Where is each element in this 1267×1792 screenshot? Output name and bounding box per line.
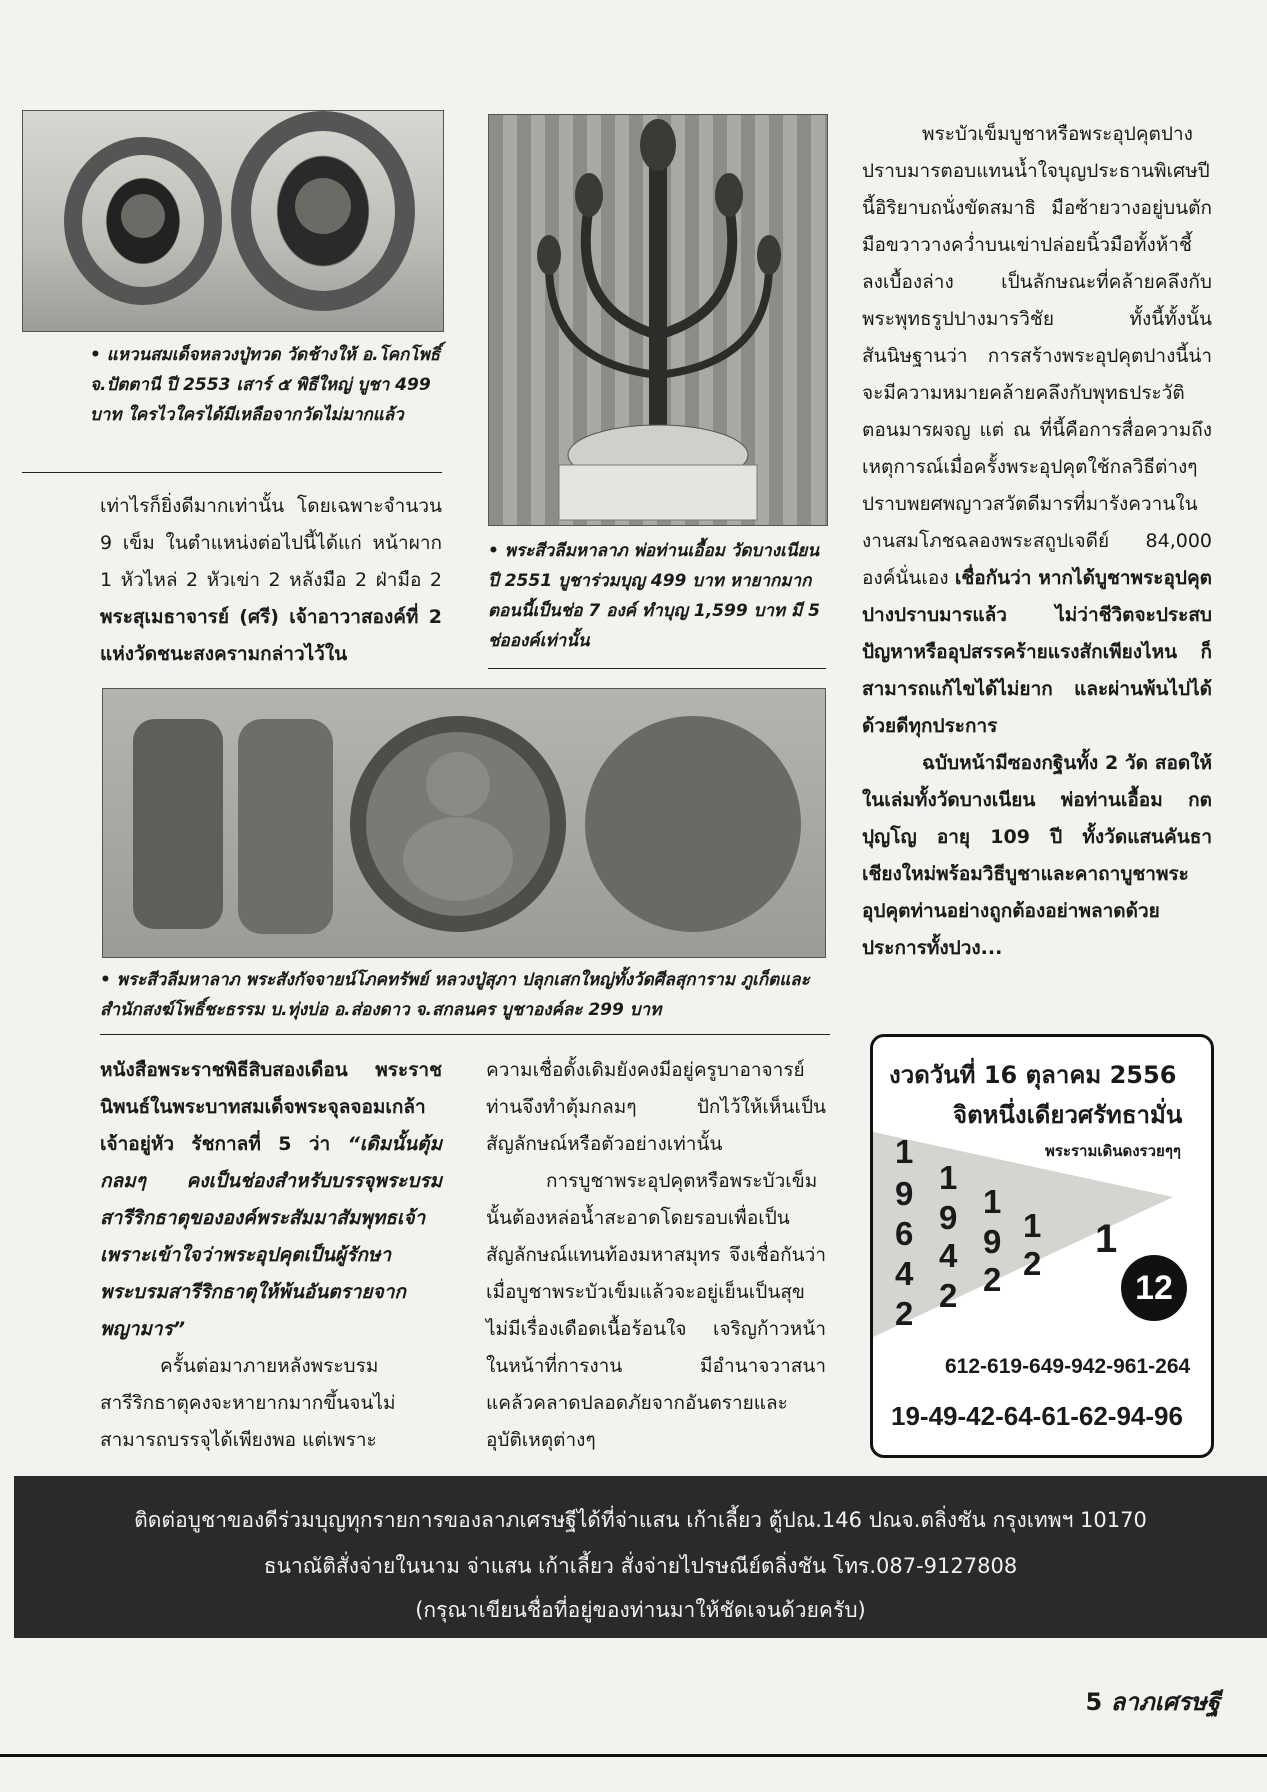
- digit: 2: [1023, 1245, 1042, 1282]
- tree-amulet-illustration: [489, 115, 827, 525]
- digit: 1: [895, 1133, 914, 1170]
- digit: 1: [1023, 1207, 1042, 1244]
- lottery-tagline: พระรามเดินดงรวยๆๆ: [1045, 1142, 1181, 1160]
- left-column-text: [100, 488, 442, 673]
- lottery-numbers-1: 612-619-649-942-961-264: [945, 1355, 1191, 1378]
- lottery-title: งวดวันที่ 16 ตุลาคม 2556: [889, 1061, 1177, 1089]
- lottery-badge-number: 12: [1135, 1269, 1173, 1307]
- middle-paragraph-1: ความเชื่อดั้งเดิมยังคงมีอยู่ครูบาอาจารย์ท่านจึงทำตุ้มกลมๆ ปักไว้ให้เห็นเป็นสัญลักษณ์หรือตัวอย่างเท่านั้น: [486, 1059, 826, 1155]
- digit: 6: [895, 1215, 914, 1252]
- bottom-left-paragraph-2: ครั้นต่อมาภายหลังพระบรมสารีริกธาตุคงจะหายากมากขึ้นจนไม่สามารถบรรจุได้เพียงพอ แต่เพราะ: [100, 1355, 396, 1451]
- amulet-set-caption: • พระสีวลีมหาลาภ พระสังกัจจายน์โภคทรัพย์ หลวงปู่สุภา ปลุกเสกใหญ่ทั้งวัดศีลสุการาม ภูเก็ตและสำนักสงฆ์โพธิ์ชะธรรม บ.ทุ่งบ่อ อ.ส่องดาว จ.สกลนคร บูชาองค์ละ 299 บาท: [100, 970, 810, 1020]
- amulet-set-illustration: [103, 689, 825, 957]
- rule-1: [22, 472, 442, 473]
- magazine-logo: ลาภเศรษฐี: [1110, 1687, 1220, 1716]
- bottom-border: [0, 1754, 1267, 1757]
- lottery-box: [870, 1034, 1214, 1458]
- lottery-numbers-2: 19-49-42-64-61-62-94-96: [891, 1401, 1183, 1431]
- royal-quote: “เดิมนั้นตุ้มกลมๆ คงเป็นช่องสำหรับบรรจุพระบรมสารีริกธาตุขององค์พระสัมมาสัมพุทธเจ้า เพราะเข้าใจว่าพระอุปคุตเป็นผู้รักษาพระบรมสารีริกธาตุให้พ้นอันตรายจากพญามาร”: [100, 1133, 442, 1340]
- bottom-middle-text: [486, 1052, 826, 1459]
- rings-illustration: [23, 111, 443, 331]
- digit: 2: [939, 1277, 958, 1314]
- page-number: 5: [1085, 1688, 1103, 1716]
- rings-photo: [22, 110, 444, 332]
- amulet-set-photo: [102, 688, 826, 958]
- bottom-left-text: [100, 1052, 442, 1459]
- page-footer: [1080, 1682, 1220, 1721]
- contact-line-1: ติดต่อบูชาของดีร่วมบุญทุกรายการของลาภเศรษฐีได้ที่จ่าแสน เก้าเลี้ยว ตู้ปณ.146 ปณจ.ตลิ่งชัน กรุงเทพฯ 10170: [134, 1508, 1147, 1532]
- lottery-badge: [1121, 1255, 1187, 1321]
- rings-caption: • แหวนสมเด็จหลวงปู่ทวด วัดช้างให้ อ.โคกโพธิ์ จ.ปัตตานี ปี 2553 เสาร์ ๕ พิธีใหญ่ บูชา 499 บาท ใครไวใครได้มีเหลือจากวัดไม่มากแล้ว: [90, 345, 441, 425]
- right-paragraph-bold: เชื่อกันว่า หากได้บูชาพระอุปคุตปางปราบมารแล้ว ไม่ว่าชีวิตจะประสบปัญหาหรืออุปสรรคร้ายแรงสักเพียงไหน ก็สามารถแก้ไขได้ไม่ยาก และผ่านพ้นไปได้ด้วยดีทุกประการ: [862, 567, 1212, 737]
- rule-3: [100, 1034, 830, 1035]
- right-paragraph: พระบัวเข็มบูชาหรือพระอุปคุตปางปราบมารตอบแทนน้ำใจบุญประธานพิเศษปีนี้อิริยาบถนั่งขัดสมาธิ มือซ้ายวางอยู่บนตัก มือขวาวางคว่ำบนเข่าปล่อยนิ้วมือทั้งห้าชี้ลงเบื้องล่าง เป็นลักษณะที่คล้ายคลึงกับพระพุทธรูปปางมารวิชัย ทั้งนี้ทั้งนั้นสันนิษฐานว่า การสร้างพระอุปคุตปางนี้น่าจะมีความหมายคล้ายคลึงกับพุทธประวัติตอนมารผจญ แต่ ณ ที่นี้คือการสื่อความถึงเหตุการณ์เมื่อครั้งพระอุปคุตใช้กลวิธีต่างๆ ปราบพยศพญาวสวัตดีมารที่มารังควานในงานสมโภชฉลองพระสถูปเจดีย์ 84,000 องค์นั่นเอง: [862, 123, 1212, 589]
- digit: 2: [895, 1295, 914, 1332]
- digit: 9: [895, 1175, 914, 1212]
- contact-line-3: (กรุณาเขียนชื่อที่อยู่ของท่านมาให้ชัดเจนด้วยครับ): [415, 1598, 866, 1622]
- tree-amulet-caption: • พระสีวลีมหาลาภ พ่อท่านเอื้อม วัดบางเนียน ปี 2551 บูชาร่วมบุญ 499 บาท หายากมากตอนนี้เป็นช่อ 7 องค์ ทำบุญ 1,599 บาท มี 5 ช่อองค์เท่านั้น: [488, 541, 820, 651]
- digit: 4: [939, 1237, 958, 1274]
- middle-paragraph-2: การบูชาพระอุปคุตหรือพระบัวเข็มนั้นต้องหล่อน้ำสะอาดโดยรอบเพื่อเป็นสัญลักษณ์แทนท้องมหาสมุทร จึงเชื่อกันว่า เมื่อบูชาพระบัวเข็มแล้วจะอยู่เย็นเป็นสุข ไม่มีเรื่องเดือดเนื้อร้อนใจ เจริญก้าวหน้าในหน้าที่การงาน มีอำนาจวาสนา แคล้วคลาดปลอดภัยจากอันตรายและอุบัติเหตุต่างๆ: [486, 1170, 826, 1451]
- next-issue-notice: ฉบับหน้ามีซองกฐินทั้ง 2 วัด สอดให้ในเล่มทั้งวัดบางเนียน พ่อท่านเอื้อม กตปุญโญ อายุ 109 ปี ทั้งวัดแสนคันธา เชียงใหม่พร้อมวิธีบูชาและคาถาบูชาพระอุปคุตท่านอย่างถูกต้องอย่าพลาดด้วยประการทั้งปวง...: [862, 752, 1212, 959]
- left-paragraph: เท่าไรก็ยิ่งดีมากเท่านั้น โดยเฉพาะจำนวน 9 เข็ม ในตำแหน่งต่อไปนี้ได้แก่ หน้าผาก 1 หัวไหล่ 2 หัวเข่า 2 หลังมือ 2 ฝ่ามือ 2: [100, 495, 442, 591]
- digit: 1: [983, 1183, 1002, 1220]
- lottery-subtitle: จิตหนึ่งเดียวศรัทธามั่น: [953, 1101, 1183, 1129]
- digit: 2: [983, 1261, 1002, 1298]
- tree-amulet-photo: [488, 114, 828, 526]
- rule-2: [488, 668, 826, 669]
- digit: 9: [983, 1223, 1002, 1260]
- right-column-text: [862, 116, 1212, 967]
- digit: 1: [1095, 1217, 1118, 1261]
- contact-banner: [14, 1476, 1267, 1638]
- contact-line-2: ธนาณัติสั่งจ่ายในนาม จ่าแสน เก้าเลี้ยว สั่งจ่ายไปรษณีย์ตลิ่งชัน โทร.087-9127808: [263, 1554, 1018, 1578]
- bottom-left-bold: หนังสือพระราชพิธีสิบสองเดือน พระราชนิพนธ์ในพระบาทสมเด็จพระจุลจอมเกล้าเจ้าอยู่หัว รัชกาลที่ 5 ว่า: [100, 1059, 442, 1155]
- digit: 9: [939, 1199, 958, 1236]
- digit: 1: [939, 1159, 958, 1196]
- digit: 4: [895, 1255, 914, 1292]
- left-paragraph-bold: พระสุเมธาจารย์ (ศรี) เจ้าอาวาสองค์ที่ 2 แห่งวัดชนะสงครามกล่าวไว้ใน: [100, 606, 442, 665]
